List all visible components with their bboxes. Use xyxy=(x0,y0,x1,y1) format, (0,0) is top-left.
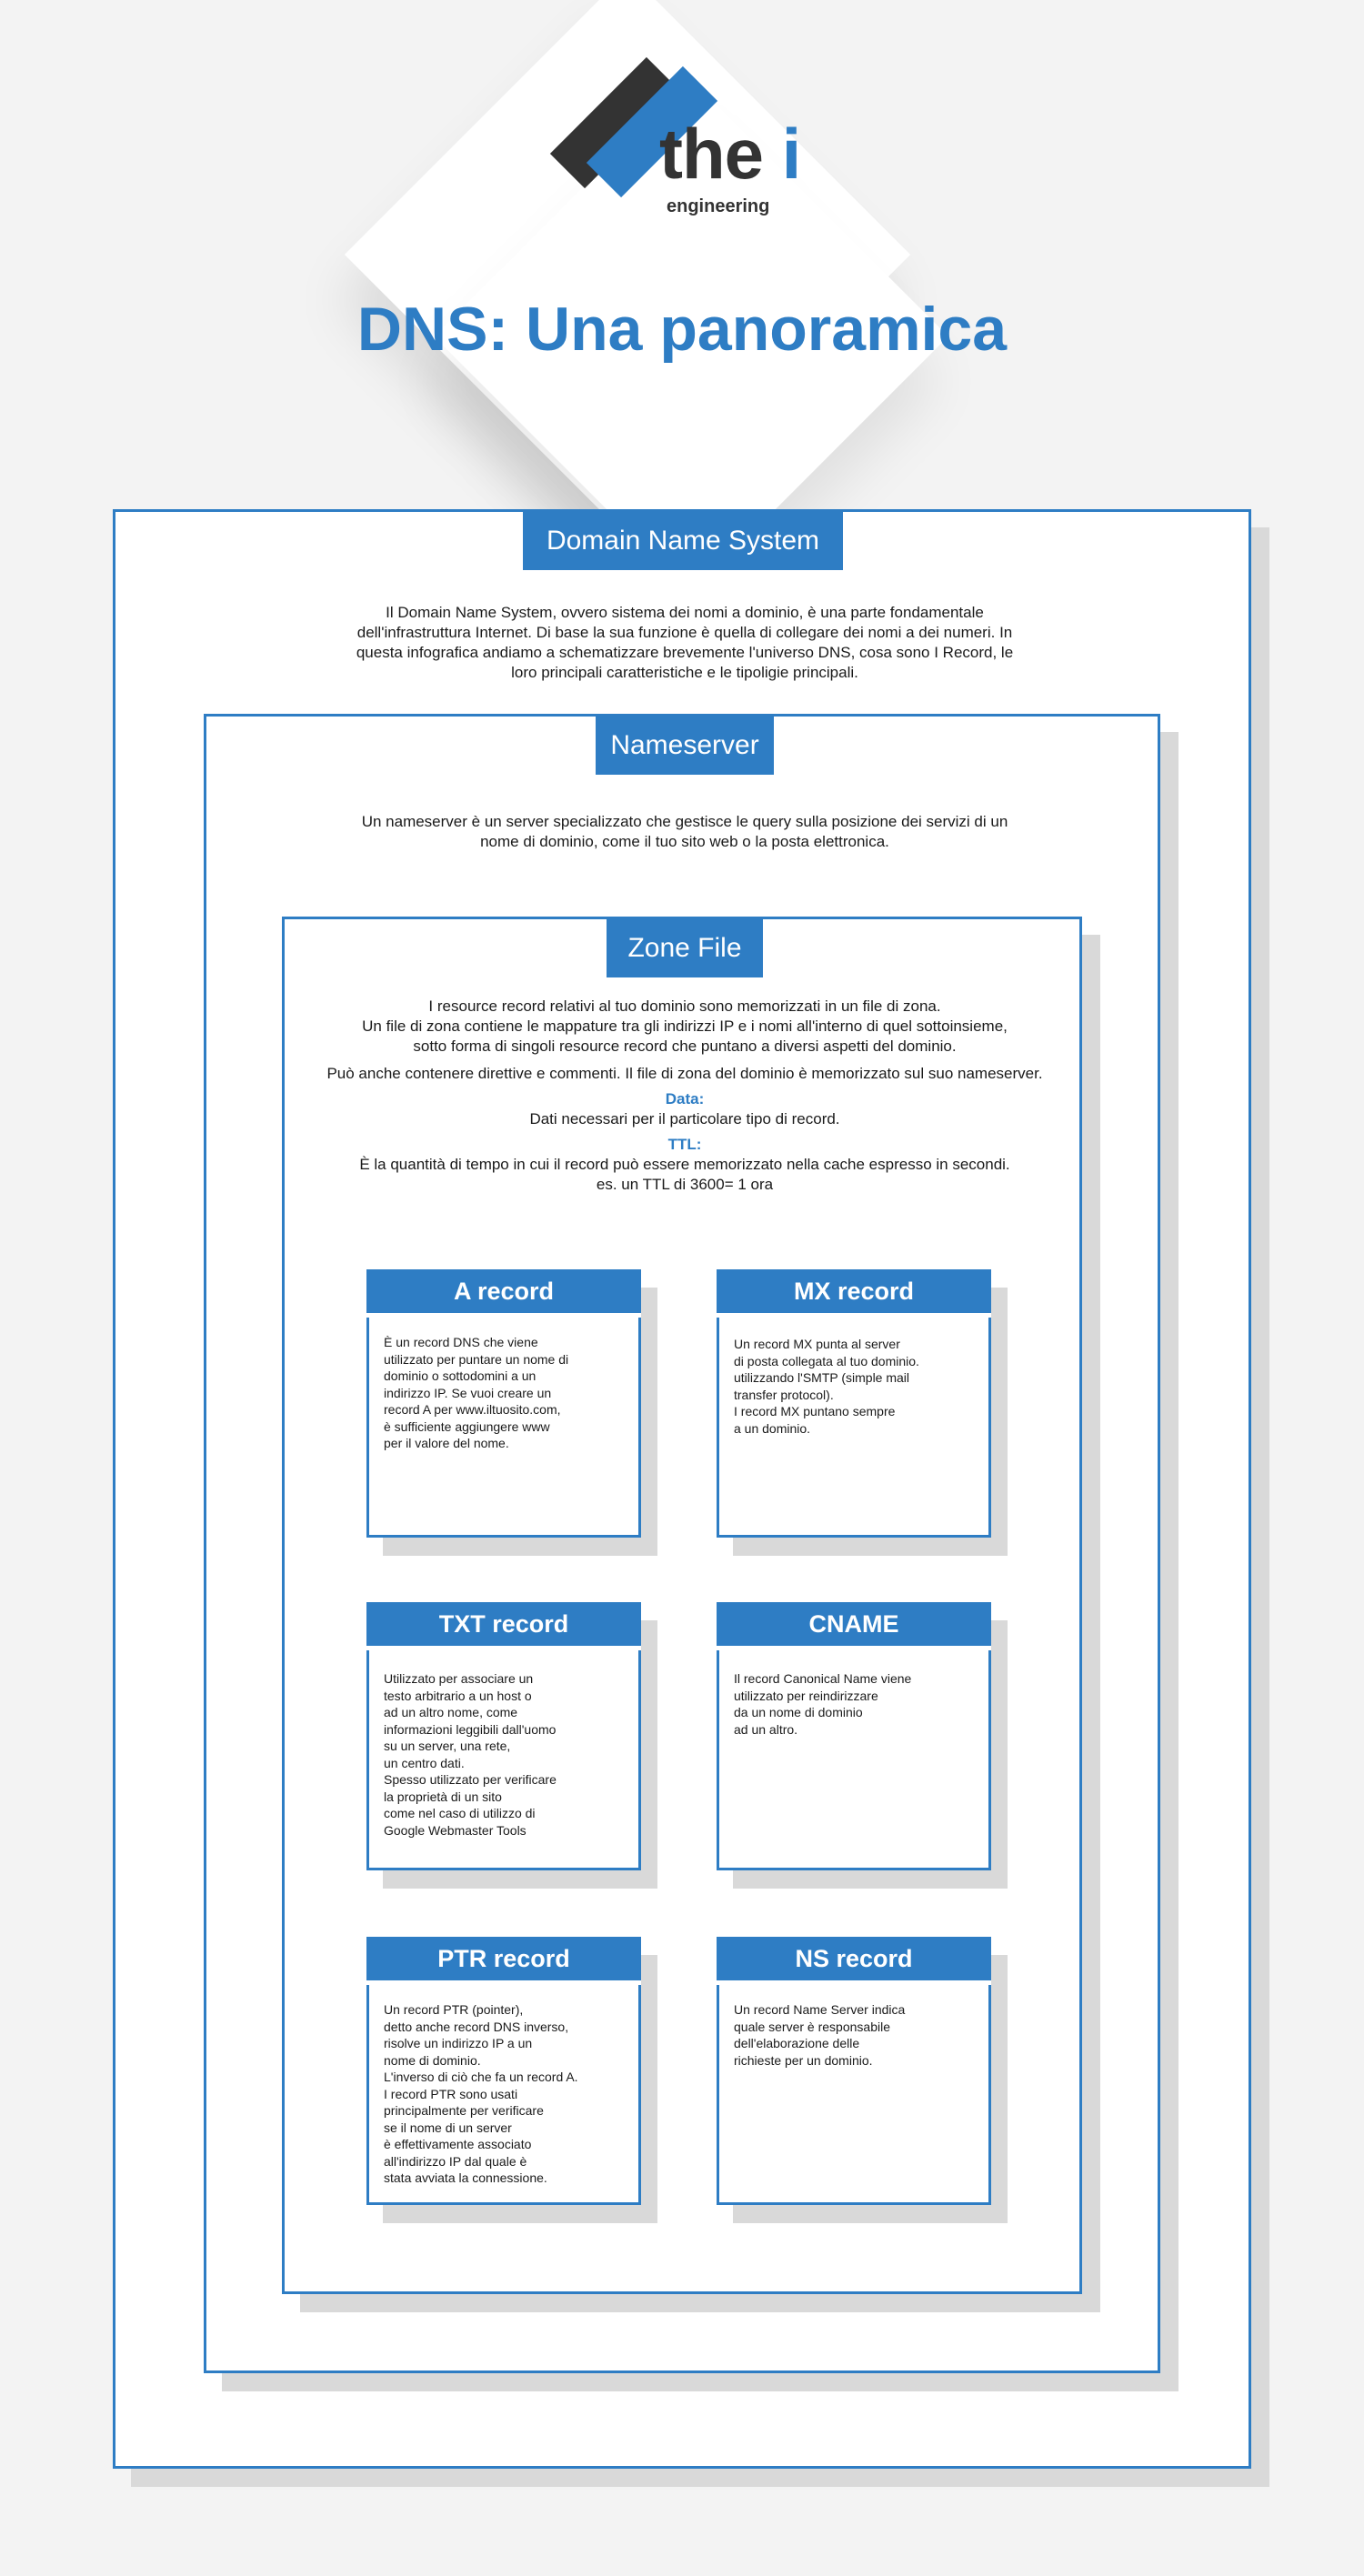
page-title: DNS: Una panoramica xyxy=(356,295,1008,364)
a-record-text: È un record DNS che viene utilizzato per puntare un nome di dominio o sottodomini a un indirizzo IP. Se vuoi creare un record A per www.iltuosito.com, è sufficiente aggiungere www per il valore del nome. xyxy=(384,1335,569,1450)
zone-ttl-text: È la quantità di tempo in cui il record può essere memorizzato nella cache espresso in secondi. xyxy=(359,1156,1010,1173)
cname-record-title: CNAME xyxy=(717,1602,991,1650)
dns-section-tag: Domain Name System xyxy=(523,512,843,570)
mx-record-text: Un record MX punta al server di posta collegata al tuo dominio. utilizzando l'SMTP (simple mail transfer protocol). I record MX puntano sempre a un dominio. xyxy=(734,1337,919,1436)
ptr-record-text: Un record PTR (pointer), detto anche record DNS inverso, risolve un indirizzo IP a un nome di dominio. L'inverso di ciò che fa un record A. I record PTR sono usati principalmente per verificare se il nome di un server è effettivamente associato all'indirizzo IP dal quale è stata avviata la connessione. xyxy=(384,2002,578,2185)
txt-record-title: TXT record xyxy=(366,1602,641,1650)
zone-text-line-2: Un file di zona contiene le mappature tra gli indirizzi IP e i nomi all'interno di quel sottoinsieme, xyxy=(362,1017,1008,1035)
zone-data-text: Dati necessari per il particolare tipo di record. xyxy=(529,1110,840,1128)
dns-section-text: Il Domain Name System, ovvero sistema dei nomi a dominio, è una parte fondamentale dell'infrastruttura Internet. Di base la sua funzione è quella di collegare dei nomi a dei numeri. In questa infografica andiamo a schematizzare brevemente l'universo DNS, cosa sono I Record, le loro principali caratteristiche e le tipoligie principali. xyxy=(356,604,1014,681)
cname-record-text: Il record Canonical Name viene utilizzato per reindirizzare da un nome di dominio ad un altro. xyxy=(734,1671,912,1737)
logo-word-i: i xyxy=(781,114,801,194)
zone-file-section-tag: Zone File xyxy=(607,919,763,977)
mx-record-title: MX record xyxy=(717,1269,991,1318)
nameserver-section-tag: Nameserver xyxy=(596,717,774,775)
ptr-record-title: PTR record xyxy=(366,1937,641,1985)
mx-record-card xyxy=(717,1269,991,1538)
zone-ttl-example: es. un TTL di 3600= 1 ora xyxy=(596,1176,774,1193)
zone-text-line-1: I resource record relativi al tuo dominio sono memorizzati in un file di zona. xyxy=(428,997,941,1015)
zone-file-description xyxy=(303,997,1067,1195)
ns-record-text: Un record Name Server indica quale server è responsabile dell'elaborazione delle richieste per un dominio. xyxy=(734,2002,906,2068)
logo-wordmark xyxy=(659,114,801,194)
cname-record-card xyxy=(717,1602,991,1870)
logo-word-the: the xyxy=(659,114,763,194)
ns-record-card xyxy=(717,1937,991,2205)
zone-data-label: Data: xyxy=(665,1090,705,1108)
zone-text-line-4: Può anche contenere direttive e commenti. Il file di zona del dominio è memorizzato sul suo nameserver. xyxy=(326,1065,1043,1082)
ptr-record-card xyxy=(366,1937,641,2205)
nameserver-section-text: Un nameserver è un server specializzato che gestisce le query sulla posizione dei servizi di un nome di dominio, come il tuo sito web o la posta elettronica. xyxy=(361,813,1008,850)
zone-text-line-3: sotto forma di singoli resource record che puntano a diversi aspetti del dominio. xyxy=(413,1037,957,1055)
zone-ttl-label: TTL: xyxy=(667,1136,702,1153)
a-record-card xyxy=(366,1269,641,1538)
ns-record-title: NS record xyxy=(717,1937,991,1985)
txt-record-card xyxy=(366,1602,641,1870)
txt-record-text: Utilizzato per associare un testo arbitrario a un host o ad un altro nome, come informazioni leggibili dall'uomo su un server, una rete, un centro dati. Spesso utilizzato per verificare la proprietà di un sito come nel caso di utilizzo di Google Webmaster Tools xyxy=(384,1671,557,1838)
logo-subtitle: engineering xyxy=(667,196,770,216)
a-record-title: A record xyxy=(366,1269,641,1318)
